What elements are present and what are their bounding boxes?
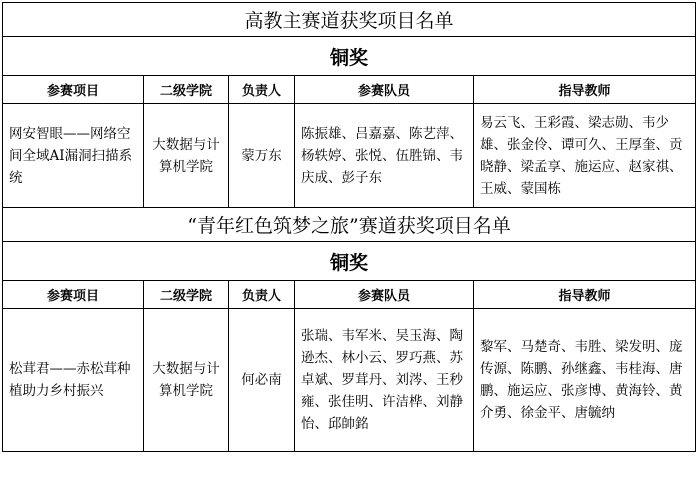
- header-teachers: 指导教师: [474, 281, 696, 309]
- header-college: 二级学院: [144, 281, 229, 309]
- header-members: 参赛队员: [295, 281, 474, 309]
- team-members: 陈振雄、吕嘉嘉、陈艺萍、杨轶婷、张悦、伍胜锦、韦庆成、彭子东: [295, 104, 474, 208]
- section1-title: 高教主赛道获奖项目名单: [3, 3, 696, 37]
- instructors: 易云飞、王彩霞、梁志勋、韦少雄、张金伶、谭可久、王厚奎、贡晓静、梁孟享、施运应、赵家祺、王威、蒙国栋: [474, 104, 696, 208]
- table-row: [3, 309, 696, 452]
- header-leader: 负责人: [229, 281, 295, 309]
- header-project: 参赛项目: [3, 76, 144, 104]
- header-leader: 负责人: [229, 76, 295, 104]
- project-name: 网安智眼——网络空间全域AI漏洞扫描系统: [3, 104, 144, 208]
- section1-title-row: [3, 3, 696, 37]
- college-name: 大数据与计算机学院: [144, 104, 229, 208]
- leader-name: 何必南: [229, 309, 295, 452]
- header-project: 参赛项目: [3, 281, 144, 309]
- section1-award: 铜奖: [3, 37, 696, 76]
- header-college: 二级学院: [144, 76, 229, 104]
- project-name: 松茸君——赤松茸种植助力乡村振兴: [3, 309, 144, 452]
- section2-title: “青年红色筑梦之旅”赛道获奖项目名单: [3, 208, 696, 242]
- section1-award-row: [3, 37, 696, 76]
- college-name: 大数据与计算机学院: [144, 309, 229, 452]
- leader-name: 蒙万东: [229, 104, 295, 208]
- header-members: 参赛队员: [295, 76, 474, 104]
- section2-title-row: [3, 208, 696, 242]
- section2-award-row: [3, 242, 696, 281]
- team-members: 张瑞、韦军米、吴玉海、陶逊杰、林小云、罗巧燕、苏卓斌、罗茸丹、刘涔、王秒雍、张佳明、许洁桦、刘静怡、邱帥銘: [295, 309, 474, 452]
- awards-table: [2, 2, 696, 452]
- table-row: [3, 104, 696, 208]
- header-teachers: 指导教师: [474, 76, 696, 104]
- section2-award: 铜奖: [3, 242, 696, 281]
- instructors: 黎军、马楚奇、韦胜、梁发明、庞传源、陈鹏、孙继鑫、韦桂海、唐鹏、施运应、张彦博、黄海铃、黄介勇、徐金平、唐毓纳: [474, 309, 696, 452]
- section1-header-row: [3, 76, 696, 104]
- section2-header-row: [3, 281, 696, 309]
